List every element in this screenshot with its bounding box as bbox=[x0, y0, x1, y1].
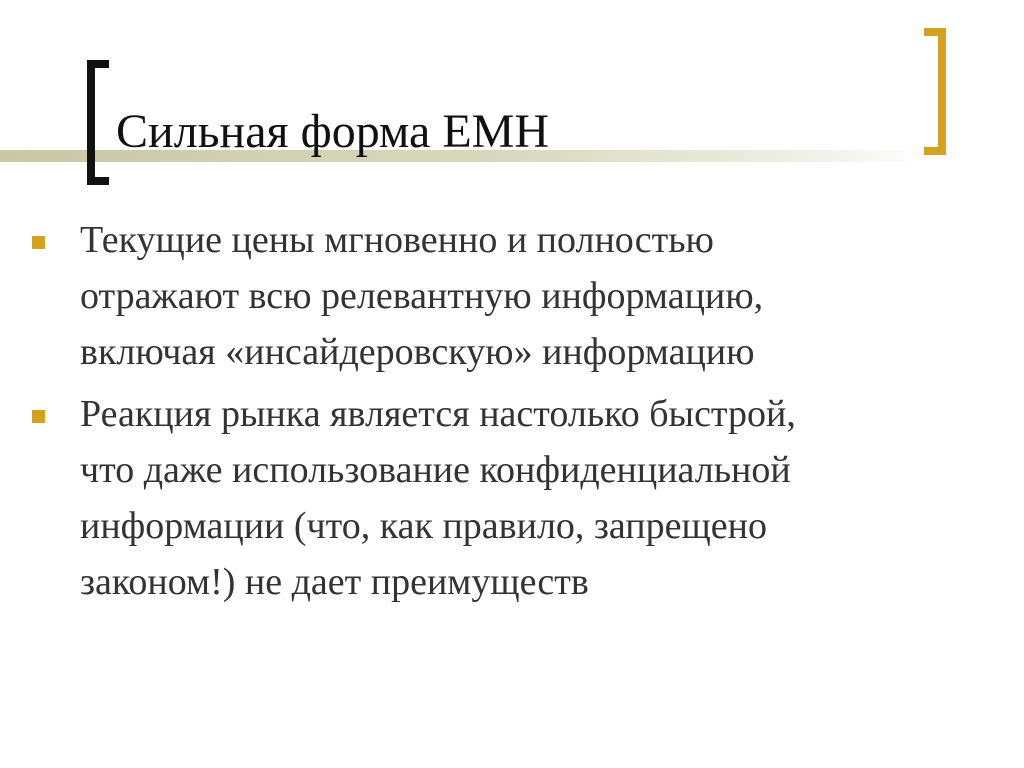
bullet-line: что даже использование конфиденциальной bbox=[80, 449, 791, 491]
bullet-item bbox=[32, 212, 952, 380]
bullet-line: законом!) не дает преимуществ bbox=[80, 561, 589, 603]
square-bullet-icon bbox=[32, 410, 45, 423]
bullet-item bbox=[32, 386, 952, 610]
square-bullet-icon bbox=[32, 236, 45, 249]
bullet-line: отражают всю релевантную информацию, bbox=[80, 275, 764, 317]
slide-title: Сильная форма ЕМН bbox=[116, 105, 550, 158]
bullet-line: информации (что, как правило, запрещено bbox=[80, 505, 767, 547]
bullet-line: включая «инсайдеровскую» информацию bbox=[80, 331, 755, 373]
bullet-line: Реакция рынка является настолько быстрой, bbox=[80, 393, 796, 435]
left-bracket-icon bbox=[87, 60, 109, 185]
right-bracket-icon bbox=[924, 28, 946, 155]
bullet-line: Текущие цены мгновенно и полностью bbox=[80, 219, 714, 261]
bullet-list bbox=[32, 212, 952, 616]
